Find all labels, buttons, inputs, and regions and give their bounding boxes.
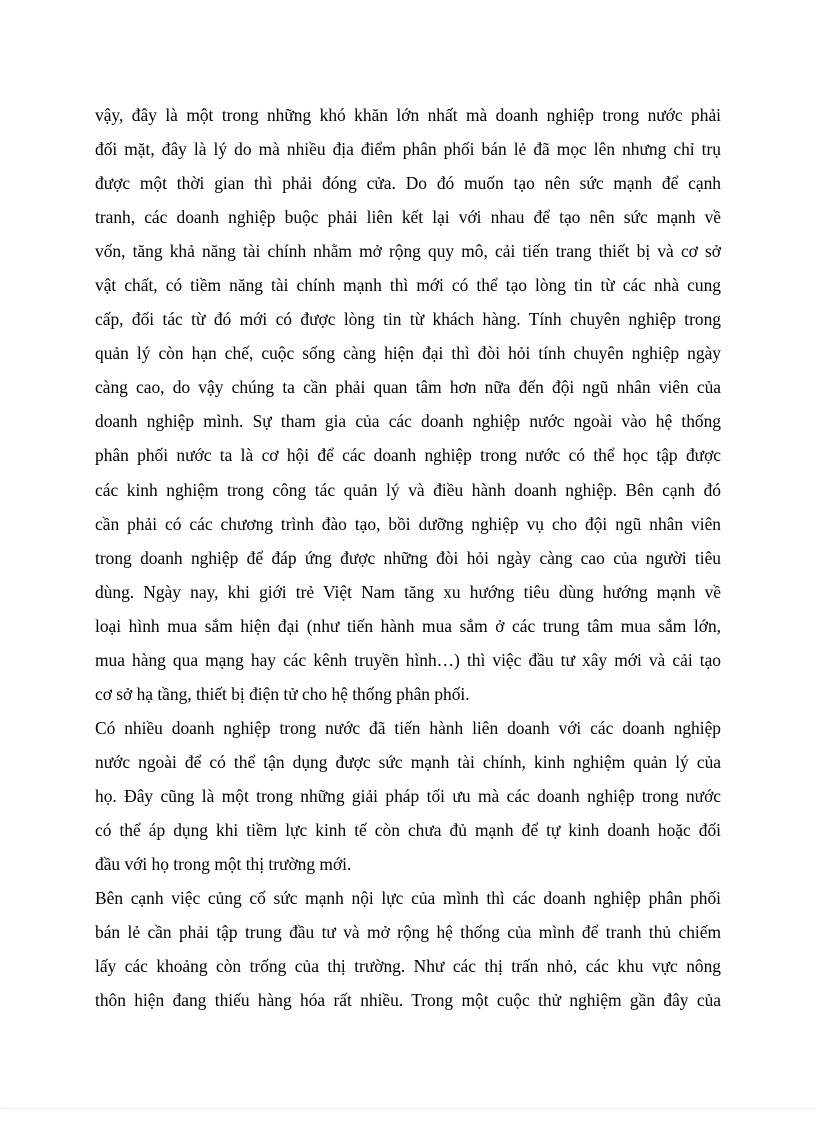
text-line: doanh nghiệp mình. Sự tham gia của các doanh nghiệp nước ngoài vào hệ thống [95,411,721,432]
text-line: vốn, tăng khả năng tài chính nhằm mở rộng quy mô, cải tiến trang thiết bị và cơ sở [95,241,721,262]
text-line: các kinh nghiệm trong công tác quản lý và điều hành doanh nghiệp. Bên cạnh đó [95,479,721,500]
text-line: trong doanh nghiệp để đáp ứng được những đòi hỏi ngày càng cao của người tiêu [95,547,721,568]
text-line: cơ sở hạ tầng, thiết bị điện tử cho hệ thống phân phối. [95,683,470,704]
text-line: lấy các khoảng còn trống của thị trường. Như các thị trấn nhỏ, các khu vực nông [95,956,721,977]
text-line: quản lý còn hạn chế, cuộc sống càng hiện đại thì đòi hỏi tính chuyên nghiệp ngày [95,343,721,364]
text-line: mua hàng qua mạng hay các kênh truyền hình…) thì việc đầu tư xây mới và cải tạo [95,649,721,670]
text-line: dùng. Ngày nay, khi giới trẻ Việt Nam tăng xu hướng tiêu dùng hướng mạnh về [95,581,721,602]
text-line: họ. Đây cũng là một trong những giải pháp tối ưu mà các doanh nghiệp trong nước [95,785,721,806]
text-line: vậy, đây là một trong những khó khăn lớn nhất mà doanh nghiệp trong nước phải [95,105,721,125]
text-line: cần phải có các chương trình đào tạo, bồi dưỡng nghiệp vụ cho đội ngũ nhân viên [95,513,721,534]
text-line: càng cao, do vậy chúng ta cần phải quan tâm hơn nữa đến đội ngũ nhân viên của [95,377,721,398]
text-line: Có nhiều doanh nghiệp trong nước đã tiến hành liên doanh với các doanh nghiệp [95,717,721,738]
text-line: đầu với họ trong một thị trường mới. [95,854,352,875]
body-text [95,98,721,1017]
text-line: tranh, các doanh nghiệp buộc phải liên kết lại với nhau để tạo nên sức mạnh về [95,207,721,228]
text-line: phân phối nước ta là cơ hội để các doanh nghiệp trong nước có thể học tập được [95,445,721,466]
text-line: có thể áp dụng khi tiềm lực kinh tế còn chưa đủ mạnh để tự kinh doanh hoặc đối [95,819,721,840]
text-line: được một thời gian thì phải đóng cửa. Do đó muốn tạo nên sức mạnh để cạnh [95,173,721,194]
text-line: bán lẻ cần phải tập trung đầu tư và mở rộng hệ thống của mình để tranh thủ chiếm [95,922,721,943]
page-edge-divider [0,1108,816,1109]
text-line: thôn hiện đang thiếu hàng hóa rất nhiều. Trong một cuộc thử nghiệm gần đây của [95,990,721,1011]
text-line: nước ngoài để có thể tận dụng được sức mạnh tài chính, kinh nghiệm quản lý của [95,751,721,772]
text-line: Bên cạnh việc củng cố sức mạnh nội lực của mình thì các doanh nghiệp phân phối [95,888,721,909]
text-line: cấp, đối tác từ đó mới có được lòng tin từ khách hàng. Tính chuyên nghiệp trong [95,309,721,330]
text-line: vật chất, có tiềm năng tài chính mạnh thì mới có thể tạo lòng tin từ các nhà cung [95,275,721,296]
text-line: đối mặt, đây là lý do mà nhiều địa điểm phân phối bán lẻ đã mọc lên nhưng chỉ trụ [95,139,721,160]
text-line: loại hình mua sắm hiện đại (như tiến hành mua sắm ở các trung tâm mua sắm lớn, [95,615,721,636]
